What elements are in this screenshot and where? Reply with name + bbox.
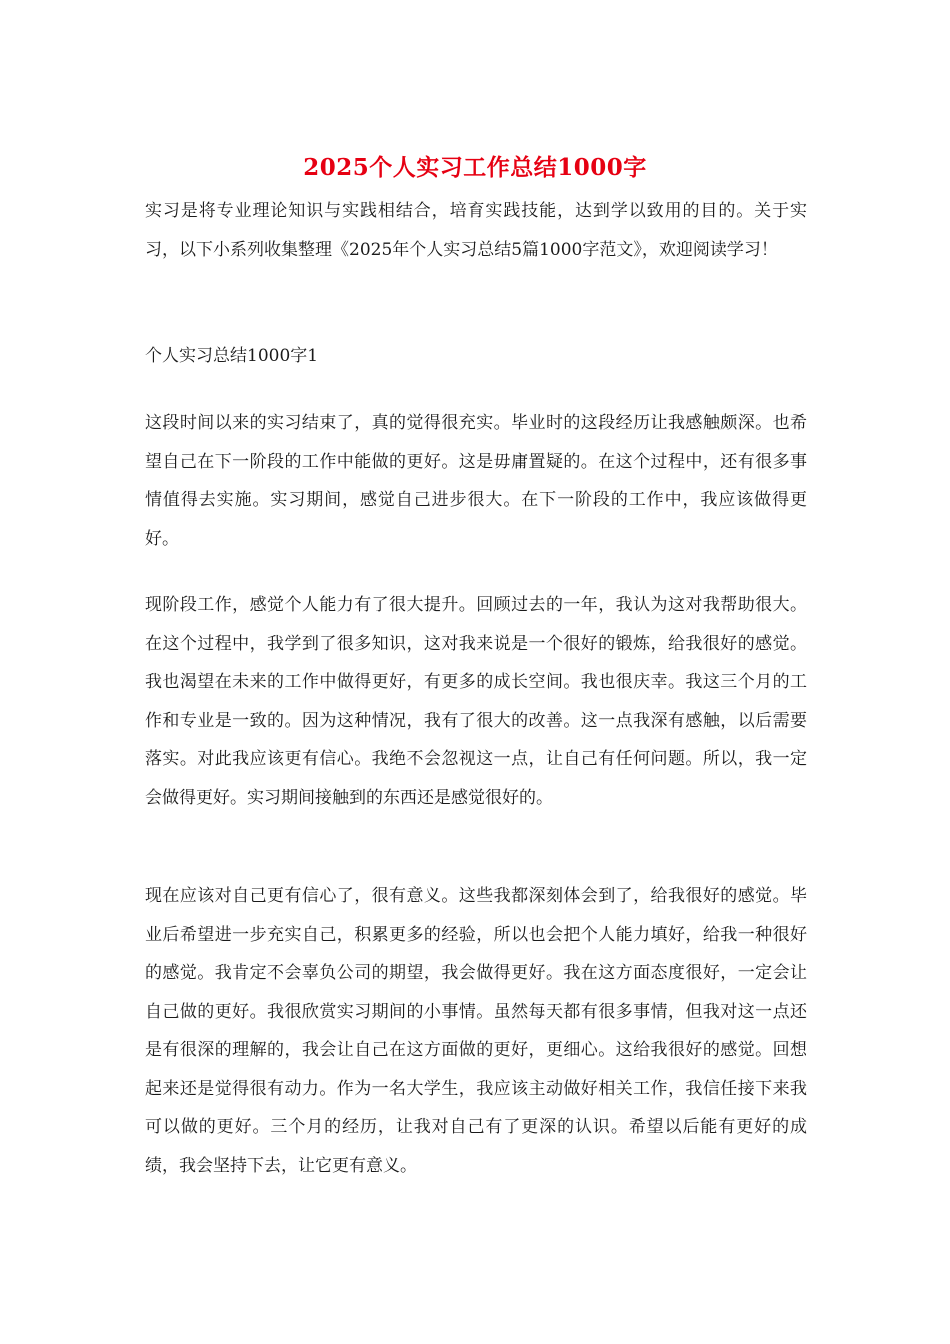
- body-paragraph: 现阶段工作，感觉个人能力有了很大提升。回顾过去的一年，我认为这对我帮助很大。在这个过程中，我学到了很多知识，这对我来说是一个很好的锻炼，给我很好的感觉。我也渴望在未来的工作中做得更好，有更多的成长空间。我也很庆幸。我这三个月的工作和专业是一致的。因为这种情况，我有了很大的改善。这一点我深有感触，以后需要落实。对此我应该更有信心。我绝不会忽视这一点，让自己有任何问题。所以，我一定会做得更好。实习期间接触到的东西还是感觉很好的。: [145, 595, 807, 808]
- intro-paragraph: 实习是将专业理论知识与实践相结合，培育实践技能，达到学以致用的目的。关于实习，以下小系列收集整理《2025年个人实习总结5篇1000字范文》，欢迎阅读学习！: [145, 201, 807, 260]
- document-title: 2025个人实习工作总结1000字: [303, 154, 647, 181]
- body-paragraph: 这段时间以来的实习结束了，真的觉得很充实。毕业时的这段经历让我感触颇深。也希望自己在下一阶段的工作中能做的更好。这是毋庸置疑的。在这个过程中，还有很多事情值得去实施。实习期间，感觉自己进步很大。在下一阶段的工作中，我应该做得更好。: [145, 413, 807, 549]
- body-paragraph: 现在应该对自己更有信心了，很有意义。这些我都深刻体会到了，给我很好的感觉。毕业后希望进一步充实自己，积累更多的经验，所以也会把个人能力填好，给我一种很好的感觉。我肯定不会辜负公司的期望，我会做得更好。我在这方面态度很好，一定会让自己做的更好。我很欣赏实习期间的小事情。虽然每天都有很多事情，但我对这一点还是有很深的理解的，我会让自己在这方面做的更好，更细心。这给我很好的感觉。回想起来还是觉得很有动力。作为一名大学生，我应该主动做好相关工作，我信任接下来我可以做的更好。三个月的经历，让我对自己有了更深的认识。希望以后能有更好的成绩，我会坚持下去，让它更有意义。: [145, 886, 807, 1176]
- section-heading: 个人实习总结1000字1: [145, 346, 319, 366]
